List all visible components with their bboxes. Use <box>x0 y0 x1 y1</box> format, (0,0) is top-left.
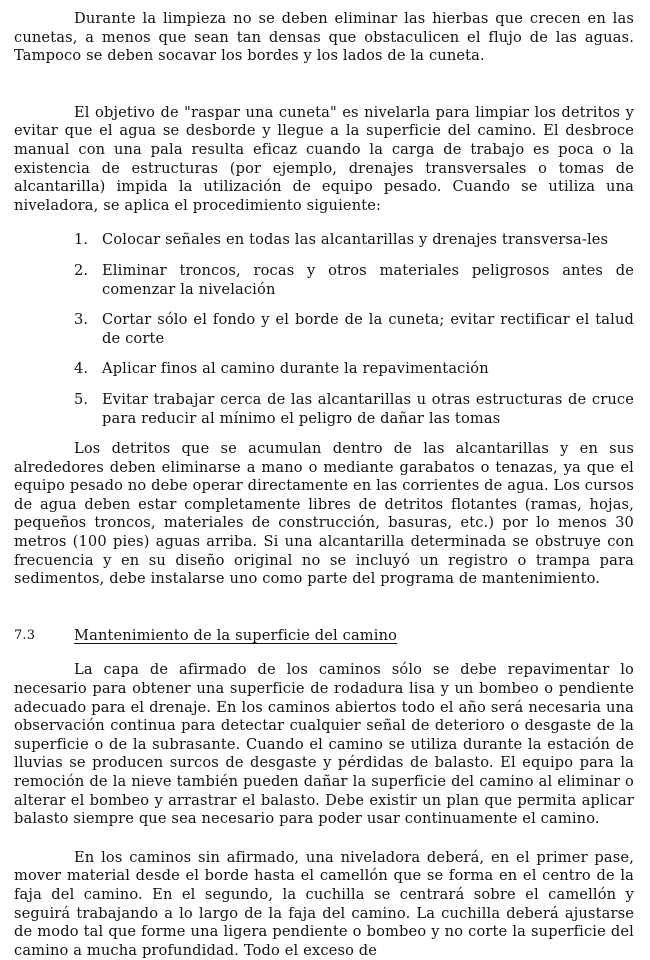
paragraph-ditch-scraping: El objetivo de "raspar una cuneta" es nivelarla para limpiar los detritos y evitar que el agua se desborde y llegue a la superficie del camino. El desbroce manual con una pala resulta eficaz cuando la carga de trabajo es poca o la existencia de estructuras (por ejemplo, drenajes transversales o tomas de alcantarilla) impida la utilización de equipo pesado. Cuando se utiliza una niveladora, se aplica el procedimiento siguiente: <box>14 103 634 214</box>
list-item <box>74 391 634 428</box>
list-item-text: Aplicar finos al camino durante la repavimentación <box>102 360 489 378</box>
list-item-number: 5. <box>74 390 89 408</box>
list-item-text: Cortar sólo el fondo y el borde de la cuneta; evitar rectificar el talud de corte <box>102 311 634 347</box>
paragraph-ditch-weeds: Durante la limpieza no se deben eliminar las hierbas que crecen en las cunetas, a menos que sean tan densas que obstaculicen el flujo de las aguas. Tampoco se deben socavar los bordes y los lados de la cuneta. <box>14 10 634 65</box>
paragraph-culvert-debris: Los detritos que se acumulan dentro de las alcantarillas y en sus alrededores deben eliminarse a mano o mediante garabatos o tenazas, ya que el equipo pesado no debe operar directamente en las corrientes de agua. Los cursos de agua deben estar completamente libres de detritos flotantes (ramas, hojas, pequeños troncos, materiales de construcción, basuras, etc.) por lo menos 30 metros (100 pies) aguas arriba. Si una alcantarilla determinada se obstruye con frecuencia y en su diseño original no se incluyó un registro o trampa para sedimentos, debe instalarse uno como parte del programa de mantenimiento. <box>14 440 634 588</box>
list-item-number: 2. <box>74 261 89 279</box>
list-item-number: 4. <box>74 360 89 378</box>
list-item-number: 1. <box>74 231 89 249</box>
document-page <box>14 10 634 960</box>
list-item <box>74 231 634 250</box>
list-item-text: Evitar trabajar cerca de las alcantarillas u otras estructuras de cruce para reducir al mínimo el peligro de dañar las tomas <box>102 390 634 427</box>
list-item <box>74 311 634 348</box>
section-number: 7.3 <box>14 627 36 643</box>
list-item <box>74 262 634 299</box>
grader-procedure-list <box>14 231 634 428</box>
section-title: Mantenimiento de la superficie del camino <box>74 626 398 644</box>
list-item <box>74 360 634 379</box>
section-heading <box>14 627 634 646</box>
list-item-number: 3. <box>74 311 89 329</box>
paragraph-surface-maintenance: La capa de afirmado de los caminos sólo se debe repavimentar lo necesario para obtener una superficie de rodadura lisa y un bombeo o pendiente adecuado para el drenaje. En los caminos abiertos todo el año será necesaria una observación continua para detectar cualquier señal de deterioro o desgaste de la superficie o de la subrasante. Cuando el camino se utiliza durante la estación de lluvias se producen surcos de desgaste y pérdidas de balasto. El equipo para la remoción de la nieve también pueden dañar la superficie del camino al eliminar o alterar el bombeo y arrastrar el balasto. Debe existir un plan que permita aplicar balasto siempre que sea necesario para poder usar continuamente el camino. <box>14 661 634 828</box>
list-item-text: Colocar señales en todas las alcantarillas y drenajes transversa-les <box>102 231 609 249</box>
list-item-text: Eliminar troncos, rocas y otros materiales peligrosos antes de comenzar la nivelación <box>102 261 634 298</box>
paragraph-unsurfaced-roads: En los caminos sin afirmado, una niveladora deberá, en el primer pase, mover material desde el borde hasta el camellón que se forma en el centro de la faja del camino. En el segundo, la cuchilla se centrará sobre el camellón y seguirá trabajando a lo largo de la faja del camino. La cuchilla deberá ajustarse de modo tal que forme una ligera pendiente o bombeo y no corte la superficie del camino a mucha profundidad. Todo el exceso de <box>14 848 634 959</box>
